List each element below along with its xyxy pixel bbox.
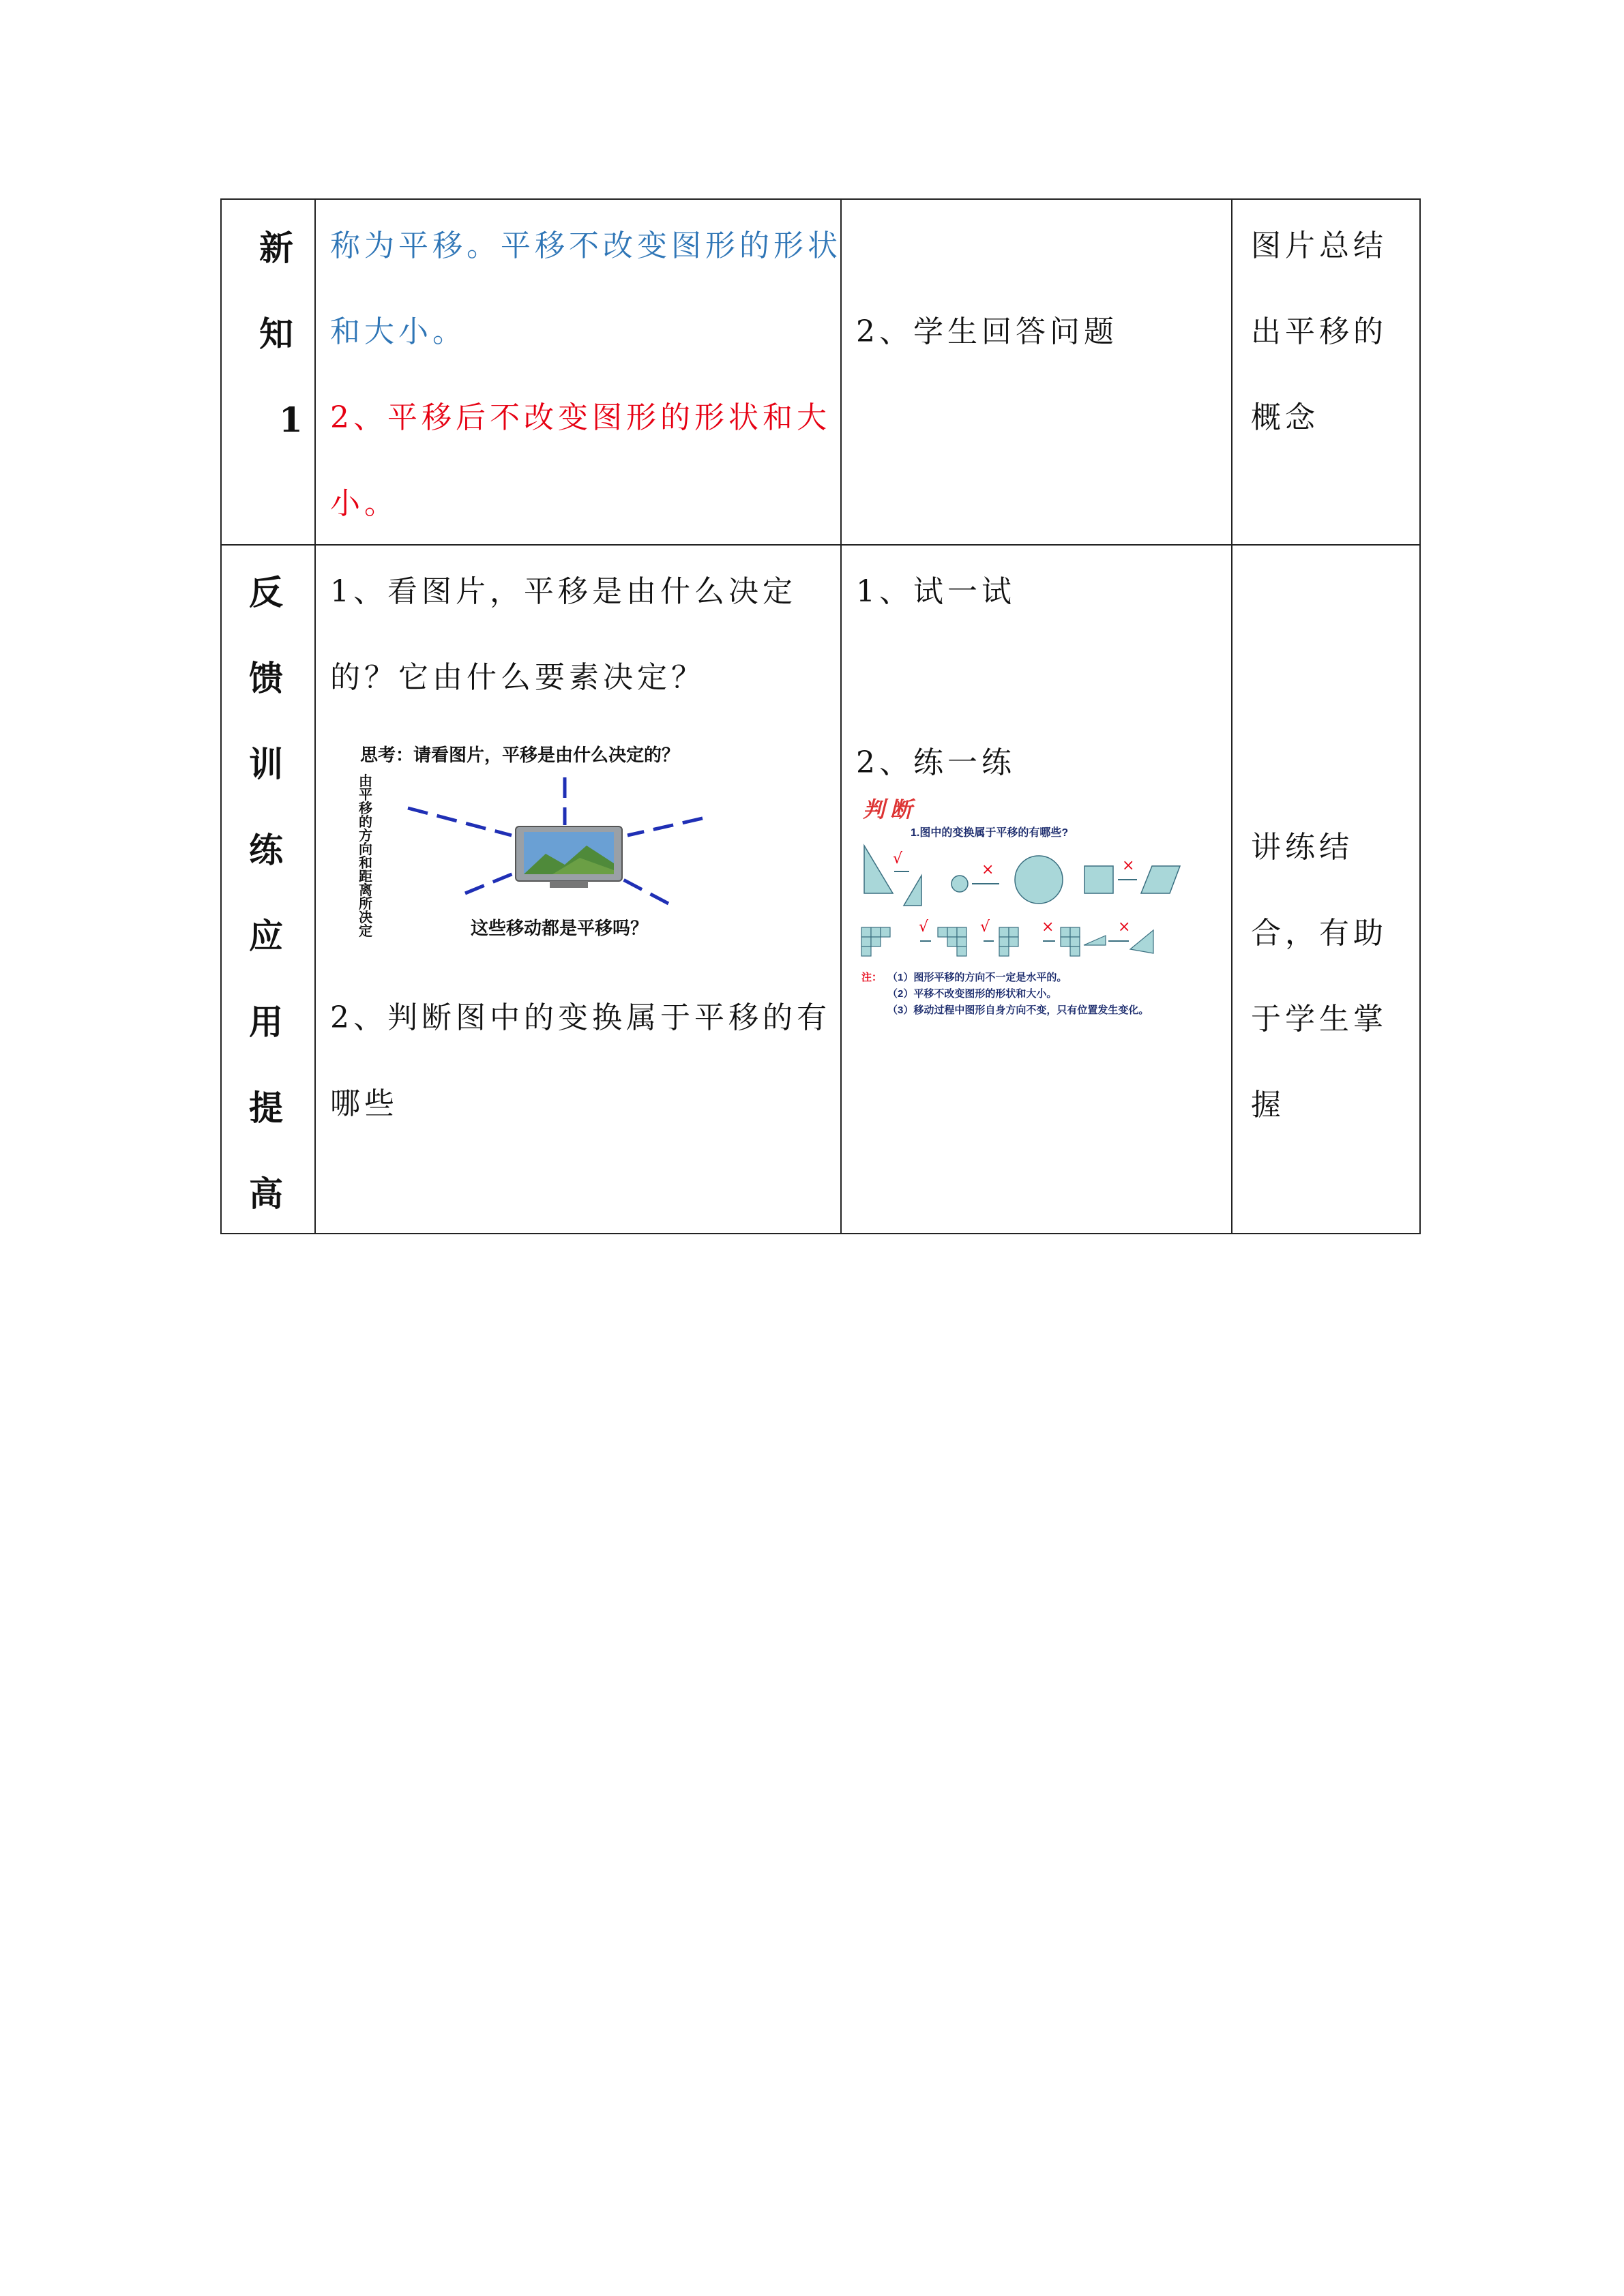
judge-question: 1.图中的变换属于平移的有哪些? [911,827,1069,839]
translation-judge-figure [856,791,1211,1037]
judge-note-label: 注： [861,972,883,983]
intent-line: 握 [1251,1088,1285,1122]
content-line: 的？它由什么要素决定？ [330,660,705,695]
column-divider [840,200,842,1233]
judge-note: （1）图形平移的方向不一定是水平的。 [887,972,1067,983]
think-figure-graphic [348,736,812,961]
svg-text:决: 决 [359,910,372,925]
svg-text:的: 的 [359,815,372,830]
cross-mark: × [1122,857,1135,874]
cross-mark: × [1042,919,1054,936]
cross-mark: × [1118,919,1131,936]
content-line: 2、判断图中的变换属于平移的有 [330,1000,831,1035]
student-activity: 2、练一练 [856,745,1016,780]
stage-char: 训 [249,744,283,784]
stage-char: 高 [249,1174,283,1214]
intent-line: 于学生掌 [1251,1002,1387,1037]
judge-note: （2）平移不改变图形的形状和大小。 [887,988,1057,1000]
svg-text:方: 方 [359,829,372,844]
judge-title-art: 判 断 [863,797,913,822]
intent-line: 出平移的 [1251,314,1387,349]
stage-char: 应 [249,916,283,956]
stage-char: 馈 [249,658,283,698]
intent-line: 讲练结 [1251,830,1353,865]
intent-line: 图片总结 [1251,228,1387,263]
content-line: 称为平移。平移不改变图形的形状 [330,228,842,263]
think-side-label [358,773,373,939]
student-activity: 2、学生回答问题 [856,314,1118,349]
svg-text:由: 由 [359,774,372,789]
row-divider [222,544,1419,546]
content-line: 哪些 [330,1086,398,1121]
think-figure-bottom: 这些移动都是平移吗？ [471,919,649,938]
tv-picture [516,826,622,888]
translation-think-figure [348,736,812,961]
stage-char: 新 [259,228,293,268]
svg-text:移: 移 [359,801,372,816]
column-divider [1231,200,1232,1233]
svg-text:平: 平 [359,788,372,803]
check-mark: √ [893,850,903,867]
content-line: 1、看图片，平移是由什么决定 [330,574,797,609]
svg-text:离: 离 [359,883,372,898]
content-line-highlight: 小。 [330,486,398,521]
think-figure-title: 思考：请看图片，平移是由什么决定的？ [360,745,680,765]
stage-char: 反 [249,572,283,612]
content-line-highlight: 2、平移后不改变图形的形状和大 [330,400,831,435]
intent-line: 合，有助 [1251,916,1387,951]
svg-text:距: 距 [359,869,372,884]
intent-line: 概念 [1251,400,1319,435]
svg-text:定: 定 [359,924,372,939]
stage-char: 提 [249,1088,283,1128]
judge-note: （3）移动过程中图形自身方向不变，只有位置发生变化。 [887,1004,1149,1016]
stage-char: 知 [259,314,293,354]
svg-text:和: 和 [359,856,372,871]
svg-text:所: 所 [359,897,372,912]
stage-char: 1 [279,400,303,440]
stage-char: 练 [249,830,283,870]
cross-mark: × [981,861,994,878]
judge-shapes-row1 [864,846,1180,906]
content-line: 和大小。 [330,314,467,349]
stage-char: 用 [249,1002,283,1042]
judge-figure-graphic [856,791,1211,1037]
svg-text:向: 向 [359,842,372,857]
column-divider [314,200,316,1233]
check-mark: √ [919,919,929,936]
student-activity: 1、试一试 [856,574,1016,609]
check-mark: √ [980,919,990,936]
